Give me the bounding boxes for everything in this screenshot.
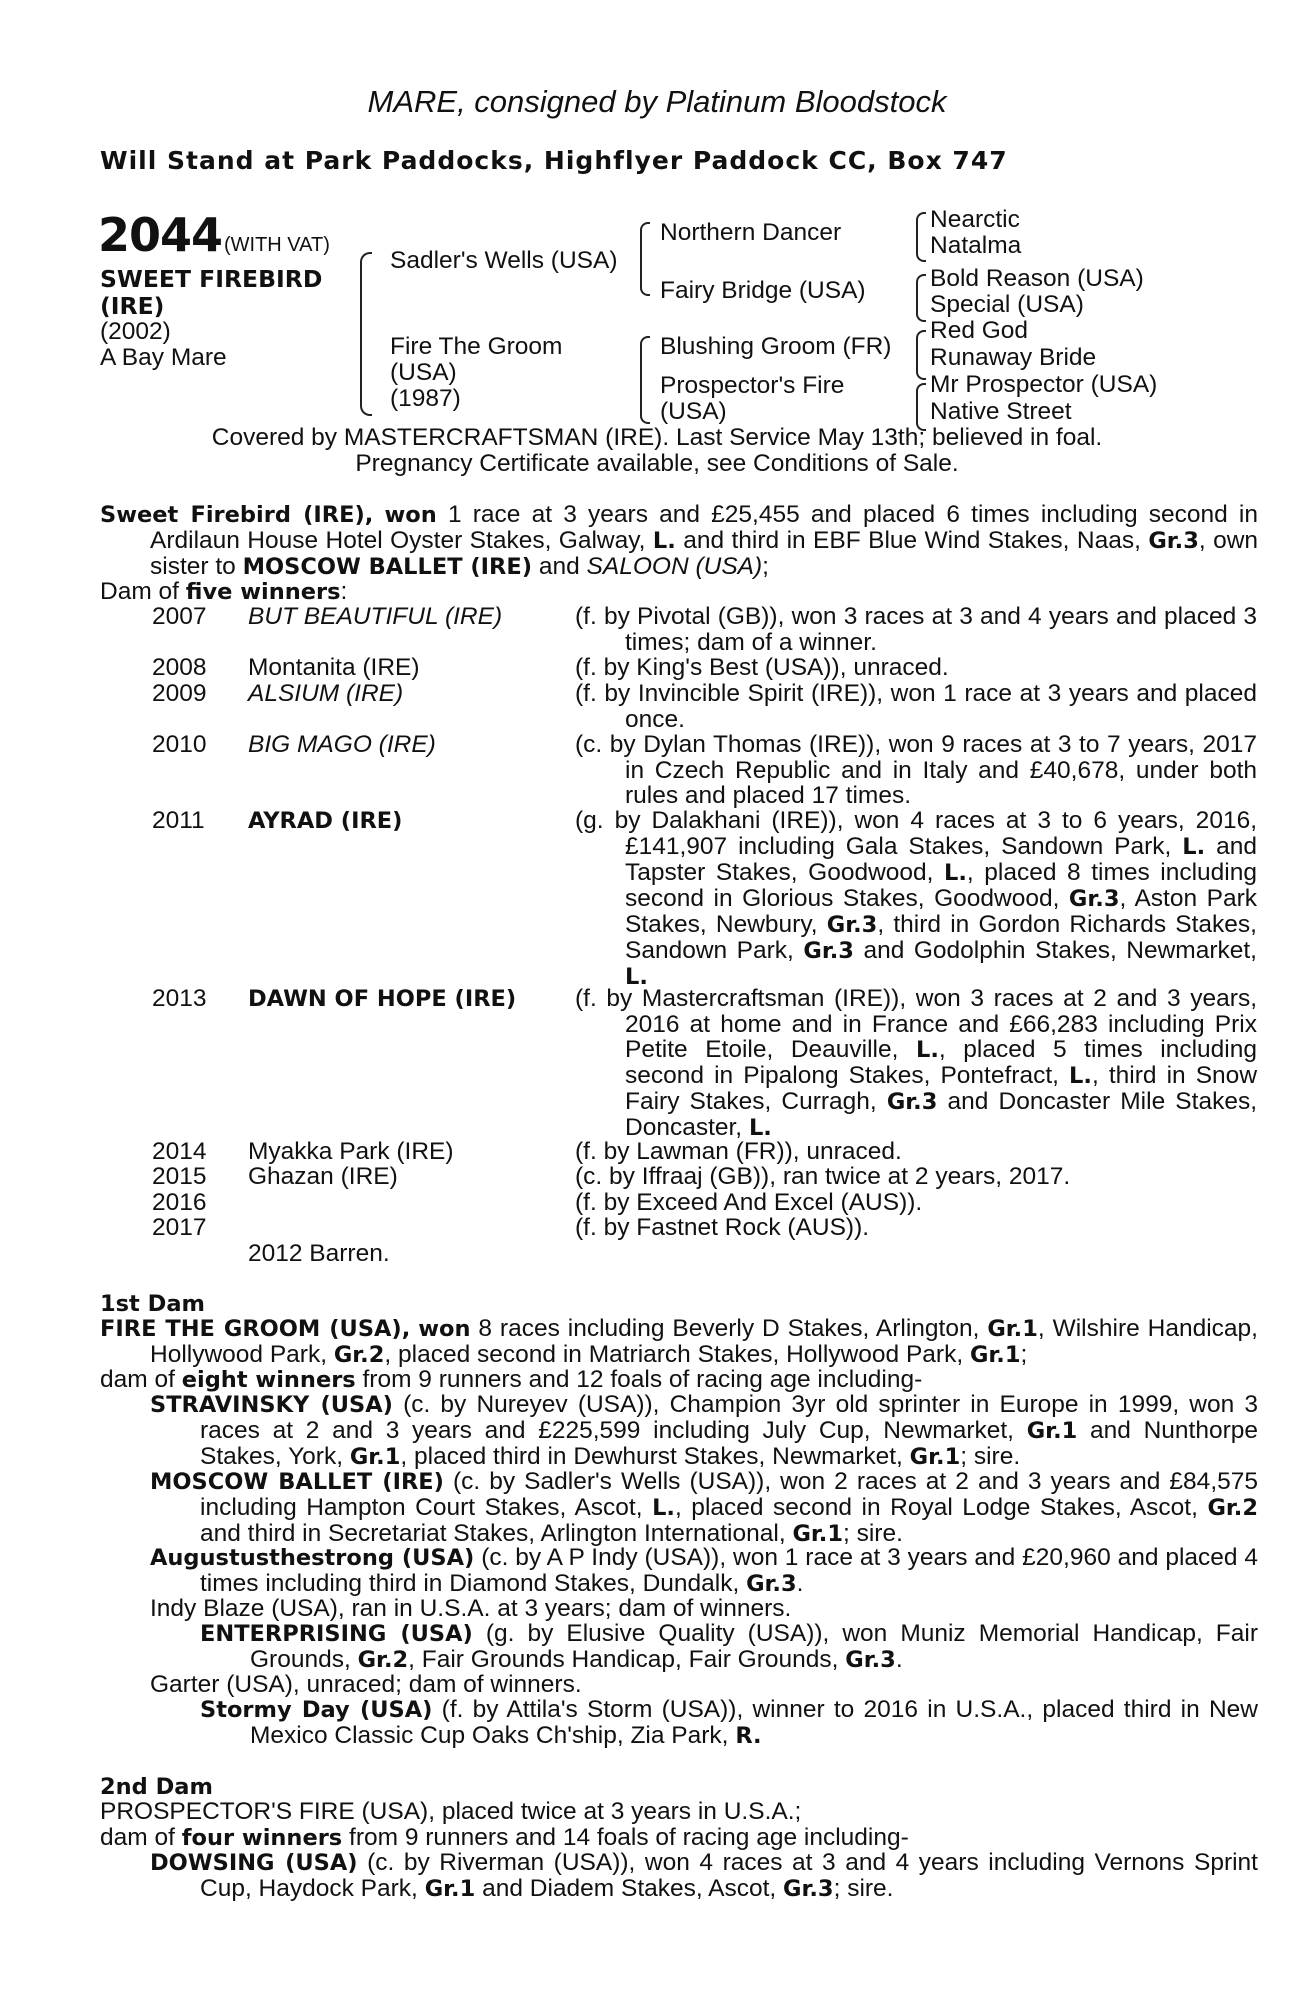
progeny-stravinsky: STRAVINSKY (USA) (c. by Nureyev (USA)), Champion 3yr old sprinter in Europe in 1999, won 3 races at 2 and 3 years and £225,599 including July Cup, Newmarket, Gr.1 and Nunthorpe Stakes, York, Gr.1, placed third in Dewhurst Stakes, Newmarket, Gr.1; sire. [150, 1391, 1259, 1470]
pedigree-brace-sd [916, 274, 926, 322]
progeny-garter: Garter (USA), unraced; dam of winners. [150, 1671, 582, 1698]
pedigree-dam-line2: (USA) [390, 359, 457, 386]
pedigree-brace-sire [640, 222, 650, 296]
progeny-stormy-day: Stormy Day (USA) (f. by Attila's Storm (USA)), winner to 2016 in U.S.A., placed third in New Mexico Classic Cup Oaks Ch'ship, Zia Park, R. [200, 1696, 1258, 1749]
pedigree-ddd: Native Street [930, 398, 1072, 425]
pedigree-sds: Bold Reason (USA) [930, 265, 1144, 292]
horse-origin: (IRE) [100, 292, 165, 320]
pedigree-dam-line3: (1987) [390, 385, 461, 412]
barren-note: 2012 Barren. [248, 1240, 390, 1267]
pedigree-dsd: Runaway Bride [930, 344, 1097, 371]
pedigree-sdd: Special (USA) [930, 291, 1084, 318]
pedigree-sire: Sadler's Wells (USA) [390, 247, 618, 274]
first-dam-winners: dam of eight winners from 9 runners and 12 foals of racing age including- [100, 1366, 923, 1393]
pedigree-sss: Nearctic [930, 206, 1020, 233]
lot-number: 2044 [98, 208, 223, 262]
pedigree-dam-sire: Blushing Groom (FR) [660, 333, 892, 360]
dam-of-winners: Dam of five winners: [100, 578, 348, 605]
pedigree-brace-dam [640, 336, 650, 424]
second-dam-winners: dam of four winners from 9 runners and 14 foals of racing age including- [100, 1824, 909, 1851]
pedigree-brace-main [360, 252, 372, 416]
certificate-note: Pregnancy Certificate available, see Conditions of Sale. [355, 450, 959, 477]
horse-description: A Bay Mare [100, 344, 227, 371]
first-dam-heading: 1st Dam [100, 1291, 205, 1317]
pedigree-dam-dam-line1: Prospector's Fire [660, 372, 845, 399]
foaling-year: (2002) [100, 318, 171, 345]
pedigree-brace-ss [916, 212, 926, 262]
dam-record: Sweet Firebird (IRE), won 1 race at 3 years and £25,455 and placed 6 times including second in Ardilaun House Hotel Oyster Stakes, Galway, L. and third in EBF Blue Wind Stakes, Naas, Gr.3, own sister to MOSCOW BALLET (IRE) and SALOON (USA); [100, 501, 1259, 580]
pedigree-dam-dam-line2: (USA) [660, 398, 727, 425]
pedigree-dds: Mr Prospector (USA) [930, 371, 1158, 398]
progeny-moscow-ballet: MOSCOW BALLET (IRE) (c. by Sadler's Wells (USA)), won 2 races at 2 and 3 years and £84,575 including Hampton Court Stakes, Ascot, L., placed second in Royal Lodge Stakes, Ascot, Gr.2 and third in Secretariat Stakes, Arlington International, Gr.1; sire. [150, 1468, 1259, 1547]
page-title: MARE, consigned by Platinum Bloodstock [367, 84, 947, 119]
consignment-location: Will Stand at Park Paddocks, Highflyer Paddock CC, Box 747 [100, 146, 1008, 175]
horse-name: SWEET FIREBIRD [100, 265, 323, 293]
pedigree-sire-sire: Northern Dancer [660, 219, 842, 246]
pedigree-sire-dam: Fairy Bridge (USA) [660, 277, 866, 304]
pedigree-dam-line1: Fire The Groom [390, 333, 563, 360]
progeny-enterprising: ENTERPRISING (USA) (g. by Elusive Quality (USA)), won Muniz Memorial Handicap, Fair Grounds, Gr.2, Fair Grounds Handicap, Fair Grounds, Gr.3. [200, 1620, 1258, 1673]
pedigree-dss: Red God [930, 317, 1029, 344]
progeny-dowsing: DOWSING (USA) (c. by Riverman (USA)), won 4 races at 3 and 4 years including Vernons Sprint Cup, Haydock Park, Gr.1 and Diadem Stakes, Ascot, Gr.3; sire. [150, 1849, 1258, 1902]
second-dam-record: PROSPECTOR'S FIRE (USA), placed twice at 3 years in U.S.A.; [100, 1798, 802, 1825]
pedigree-brace-ds [916, 330, 926, 380]
first-dam-record: FIRE THE GROOM (USA), won 8 races including Beverly D Stakes, Arlington, Gr.1, Wilshire Handicap, Hollywood Park, Gr.2, placed second in Matriarch Stakes, Hollywood Park, Gr.1; [100, 1315, 1258, 1368]
covered-note: Covered by MASTERCRAFTSMAN (IRE). Last Service May 13th; believed in foal. [211, 424, 1103, 451]
progeny-augustusthestrong: Augustusthestrong (USA) (c. by A P Indy (USA)), won 1 race at 3 years and £20,960 and placed 4 times including third in Diamond Stakes, Dundalk, Gr.3. [150, 1544, 1259, 1597]
second-dam-heading: 2nd Dam [100, 1774, 213, 1800]
progeny-indy-blaze: Indy Blaze (USA), ran in U.S.A. at 3 years; dam of winners. [150, 1595, 792, 1622]
vat-note: (WITH VAT) [224, 234, 330, 256]
pedigree-ssd: Natalma [930, 232, 1022, 259]
